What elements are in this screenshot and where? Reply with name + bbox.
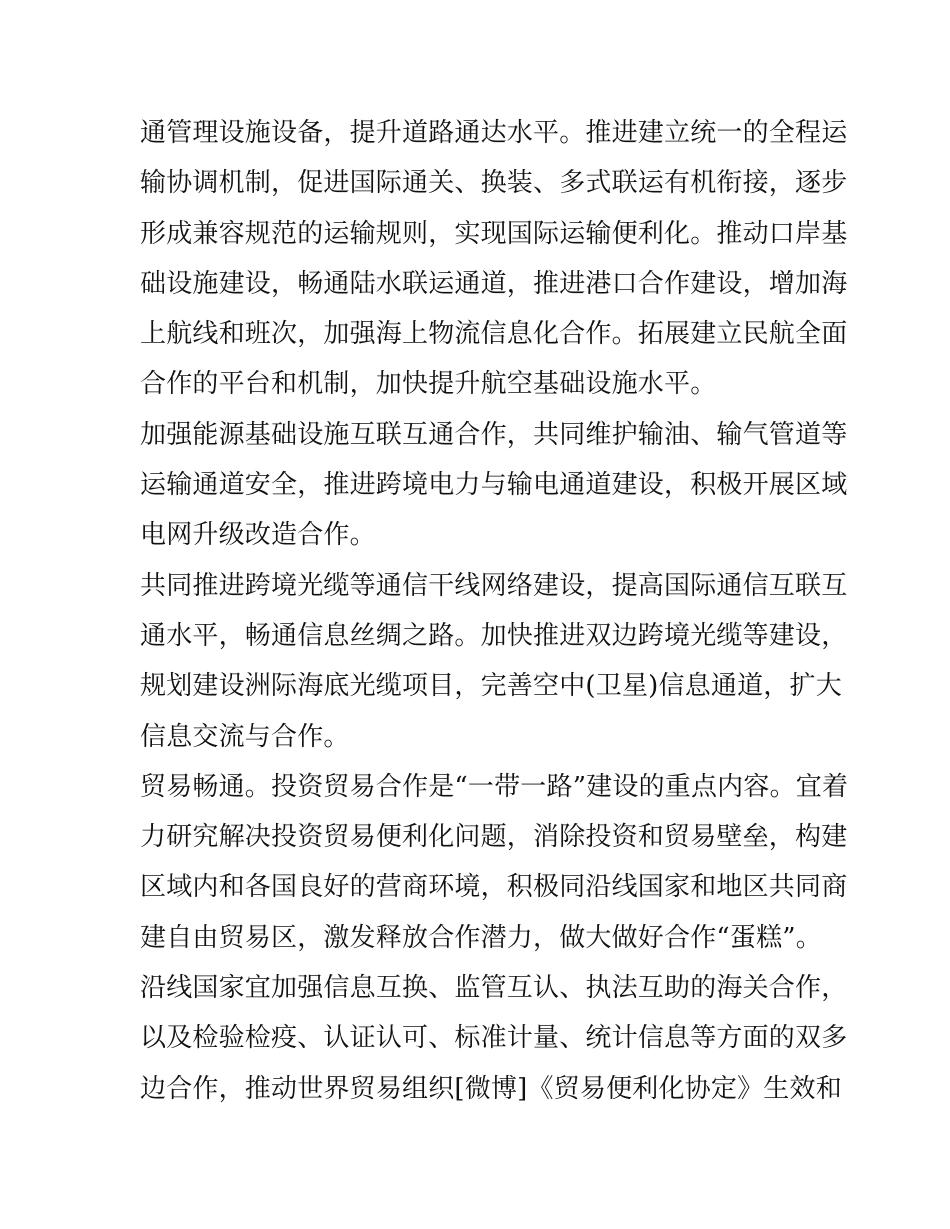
document-body (140, 108, 849, 1114)
text-line: 规划建设洲际海底光缆项目，完善空中(卫星)信息通道，扩大 (140, 671, 842, 702)
text-line: 合作的平台和机制，加快提升航空基础设施水平。 (140, 369, 717, 400)
text-line: 加强能源基础设施互联互通合作，共同维护输油、输气管道等 (140, 419, 848, 450)
text-line: 以及检验检疫、认证认可、标准计量、统计信息等方面的双多 (140, 1023, 848, 1054)
text-line: 建自由贸易区，激发释放合作潜力，做大做好合作“蛋糕”。 (140, 922, 822, 953)
text-line: 输协调机制，促进国际通关、换装、多式联运有机衔接，逐步 (140, 168, 848, 199)
text-line: 区域内和各国良好的营商环境，积极同沿线国家和地区共同商 (140, 872, 848, 903)
text-line: 上航线和班次，加强海上物流信息化合作。拓展建立民航全面 (140, 319, 848, 350)
text-line: 通水平，畅通信息丝绸之路。加快推进双边跨境光缆等建设， (140, 620, 848, 651)
text-line: 力研究解决投资贸易便利化问题，消除投资和贸易壁垒，构建 (140, 822, 848, 853)
text-line: 共同推进跨境光缆等通信干线网络建设，提高国际通信互联互 (140, 570, 848, 601)
text-line: 沿线国家宜加强信息互换、监管互认、执法互助的海关合作， (140, 973, 848, 1004)
text-line: 础设施建设，畅通陆水联运通道，推进港口合作建设，增加海 (140, 268, 848, 299)
text-line: 形成兼容规范的运输规则，实现国际运输便利化。推动口岸基 (140, 218, 848, 249)
text-line: 电网升级改造合作。 (140, 520, 376, 551)
text-line: 信息交流与合作。 (140, 721, 350, 752)
text-line: 运输通道安全，推进跨境电力与输电通道建设，积极开展区域 (140, 470, 848, 501)
text-line: 贸易畅通。投资贸易合作是“一带一路”建设的重点内容。宜着 (140, 771, 849, 802)
text-line: 边合作，推动世界贸易组织[微博]《贸易便利化协定》生效和 (140, 1073, 842, 1104)
text-line: 通管理设施设备，提升道路通达水平。推进建立统一的全程运 (140, 118, 848, 148)
